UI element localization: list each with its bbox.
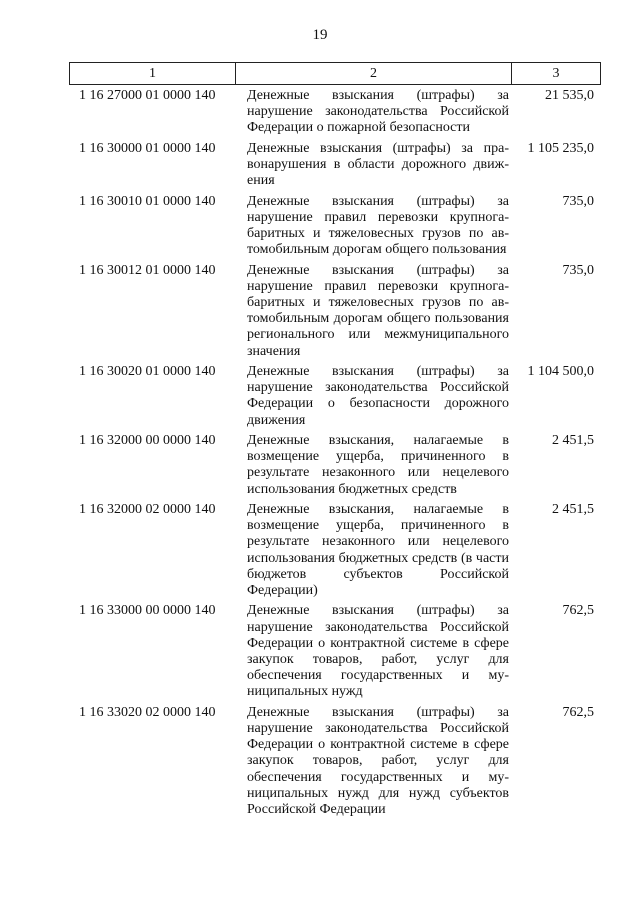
row-description: Денежные взыскания (штрафы) за нарушение правил перевозки крупногабаритных и тяжеловесных грузов по автомобильным дорогам общего пользования xyxy=(247,193,509,258)
row-code: 1 16 32000 02 0000 140 xyxy=(79,502,216,517)
table-row xyxy=(69,88,601,137)
row-description: Денежные взыскания (штрафы) за нарушение законодательства Российской Федерации о пожарной безопасности xyxy=(247,88,509,136)
table-row xyxy=(69,141,601,190)
row-code: 1 16 30020 01 0000 140 xyxy=(79,364,216,379)
row-code: 1 16 30000 01 0000 140 xyxy=(79,140,216,156)
table-row xyxy=(69,603,601,700)
table-body xyxy=(69,88,601,822)
table-row xyxy=(69,263,601,360)
row-amount: 1 105 235,0 xyxy=(527,140,594,156)
table-row xyxy=(69,194,601,259)
row-description: Денежные взыскания (штрафы) за нарушение законодательства Российской Федерации о контрактной системе в сфере закупок товаров, работ, услуг для обеспечения государственных и муниципальных нужд xyxy=(247,603,509,700)
row-description: Денежные взыскания (штрафы) за нарушение правил перевозки крупногабаритных и тяжеловесных грузов по автомобильным дорогам общего пользования регионального или межмуниципального значения xyxy=(247,262,509,359)
row-code: 1 16 30010 01 0000 140 xyxy=(79,193,216,209)
row-amount: 735,0 xyxy=(562,262,594,278)
row-code: 1 16 33000 00 0000 140 xyxy=(79,603,216,619)
table-row xyxy=(69,433,601,498)
row-description: Денежные взыскания (штрафы) за правонарушения в области дорожного движения xyxy=(247,140,509,189)
header-col-3: 3 xyxy=(512,63,601,85)
row-code: 1 16 27000 01 0000 140 xyxy=(79,88,216,103)
table-header xyxy=(69,62,601,85)
table-row xyxy=(69,705,601,818)
row-amount: 762,5 xyxy=(562,704,594,720)
header-col-1: 1 xyxy=(70,63,236,85)
row-amount: 762,5 xyxy=(562,603,594,619)
row-code: 1 16 30012 01 0000 140 xyxy=(79,262,216,278)
table-row xyxy=(69,364,601,429)
row-description: Денежные взыскания (штрафы) за нарушение законодательства Российской Федерации о контрактной системе в сфере закупок товаров, работ, услуг для обеспечения государственных и муниципальных нужд для нужд субъектов Российской Федерации xyxy=(247,704,509,818)
row-code: 1 16 32000 00 0000 140 xyxy=(79,433,216,448)
row-description: Денежные взыскания, налагаемые в возмещение ущерба, причиненного в результате незаконного или нецелевого использования бюджетных средств (в части бюджетов субъектов Российской Федерации) xyxy=(247,502,509,599)
row-amount: 735,0 xyxy=(562,193,594,209)
row-description: Денежные взыскания (штрафы) за нарушение законодательства Российской Федерации о безопасности дорожного движения xyxy=(247,364,509,428)
row-amount: 1 104 500,0 xyxy=(527,364,594,379)
table-row xyxy=(69,502,601,599)
row-amount: 21 535,0 xyxy=(545,88,594,103)
row-code: 1 16 33020 02 0000 140 xyxy=(79,704,216,720)
row-amount: 2 451,5 xyxy=(552,502,594,517)
row-amount: 2 451,5 xyxy=(552,433,594,448)
page-number: 19 xyxy=(312,27,328,43)
row-description: Денежные взыскания, налагаемые в возмещение ущерба, причиненного в результате незаконного или нецелевого использования бюджетных средств xyxy=(247,433,509,497)
header-col-2: 2 xyxy=(236,63,512,85)
